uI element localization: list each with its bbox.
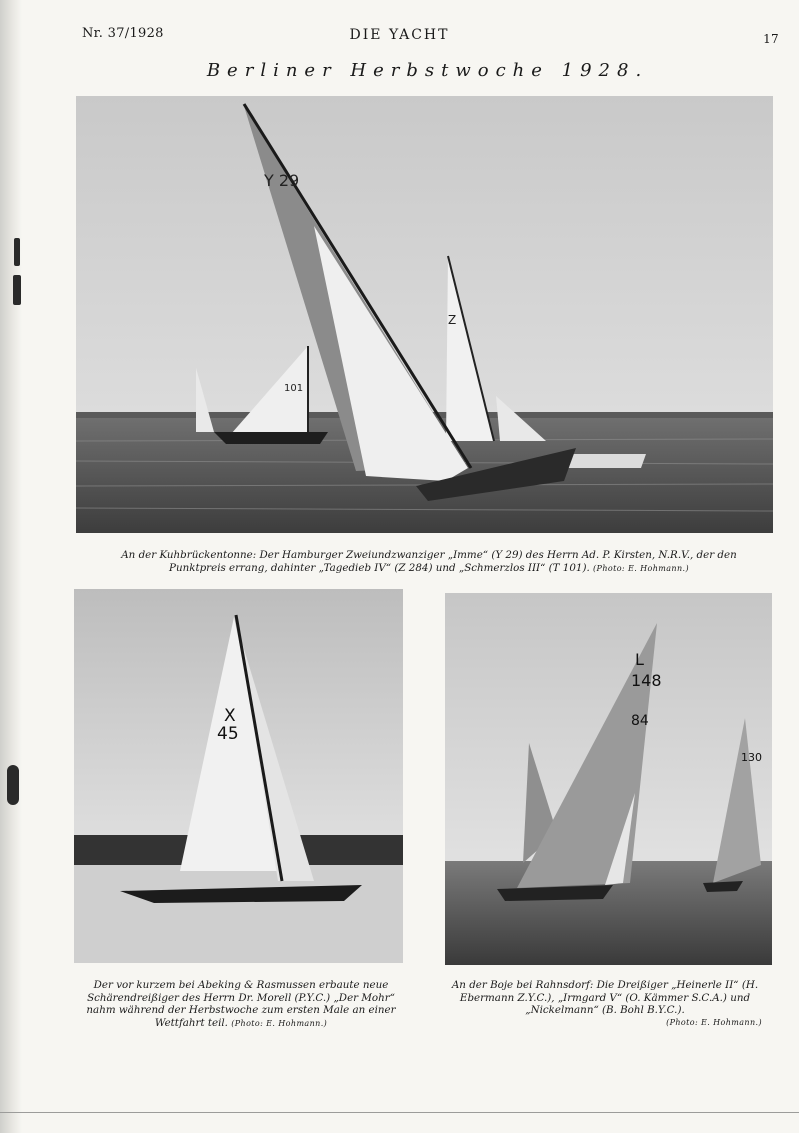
sail-number-z: Z	[448, 313, 457, 327]
magazine-title: DIE YACHT	[349, 27, 450, 43]
photo-credit: (Photo: E. Hohmann.)	[593, 563, 689, 573]
binding-mark	[7, 765, 19, 805]
page-bottom-rule	[0, 1112, 799, 1113]
binding-mark	[14, 238, 20, 266]
caption-text: Der vor kurzem bei Abeking & Rasmussen erbaute neue Schärendreißiger des Herrn Dr. Morell (P.Y.C.) „Der Mohr“ nahm während der Herbstwoche zum ersten Male an einer Wettfahrt teil.	[86, 979, 396, 1029]
caption-text: An der Kuhbrückentonne: Der Hamburger Zweiundzwanziger „Imme“ (Y 29) des Herrn Ad. P. Kirsten, N.R.V., der den Punktpreis errang, dahinter „Tagedieb IV“ (Z 284) und „Schmerzlos III“ (T 101).	[121, 549, 737, 574]
photo-regatta-kuhbrueckentonne	[76, 96, 773, 533]
binding-mark	[13, 275, 21, 305]
photo-credit: (Photo: E. Hohmann.)	[231, 1018, 328, 1028]
caption-bottom-right-photo	[440, 979, 770, 1029]
photo-der-mohr	[74, 589, 403, 963]
caption-text: An der Boje bei Rahnsdorf: Die Dreißiger „Heinerle II“ (H. Ebermann Z.Y.C.), „Irmgard V“ (O. Kämmer S.C.A.) und „Nickelmann“ (B. Bohl B.Y.C.).	[451, 979, 759, 1016]
photo-credit: (Photo: E. Hohmann.)	[666, 1017, 762, 1027]
sail-number-x: X	[224, 706, 236, 726]
issue-number: Nr. 37/1928	[82, 26, 164, 41]
article-title: Berliner Herbstwoche 1928.	[206, 60, 649, 81]
sail-number-84: 84	[631, 713, 649, 729]
sail-number-y29: Y 29	[264, 171, 300, 190]
sail-number-101: 101	[284, 383, 304, 394]
sail-number-148: 148	[631, 671, 662, 690]
sail-number-45: 45	[217, 724, 239, 744]
sail-number-l: L	[635, 650, 644, 669]
caption-bottom-left-photo	[74, 979, 408, 1030]
sail-number-130: 130	[741, 751, 762, 764]
page-binding-shadow	[0, 0, 22, 1133]
caption-top-photo	[94, 549, 764, 575]
page-number: 17	[763, 32, 779, 46]
photo-boje-rahnsdorf	[445, 593, 772, 965]
